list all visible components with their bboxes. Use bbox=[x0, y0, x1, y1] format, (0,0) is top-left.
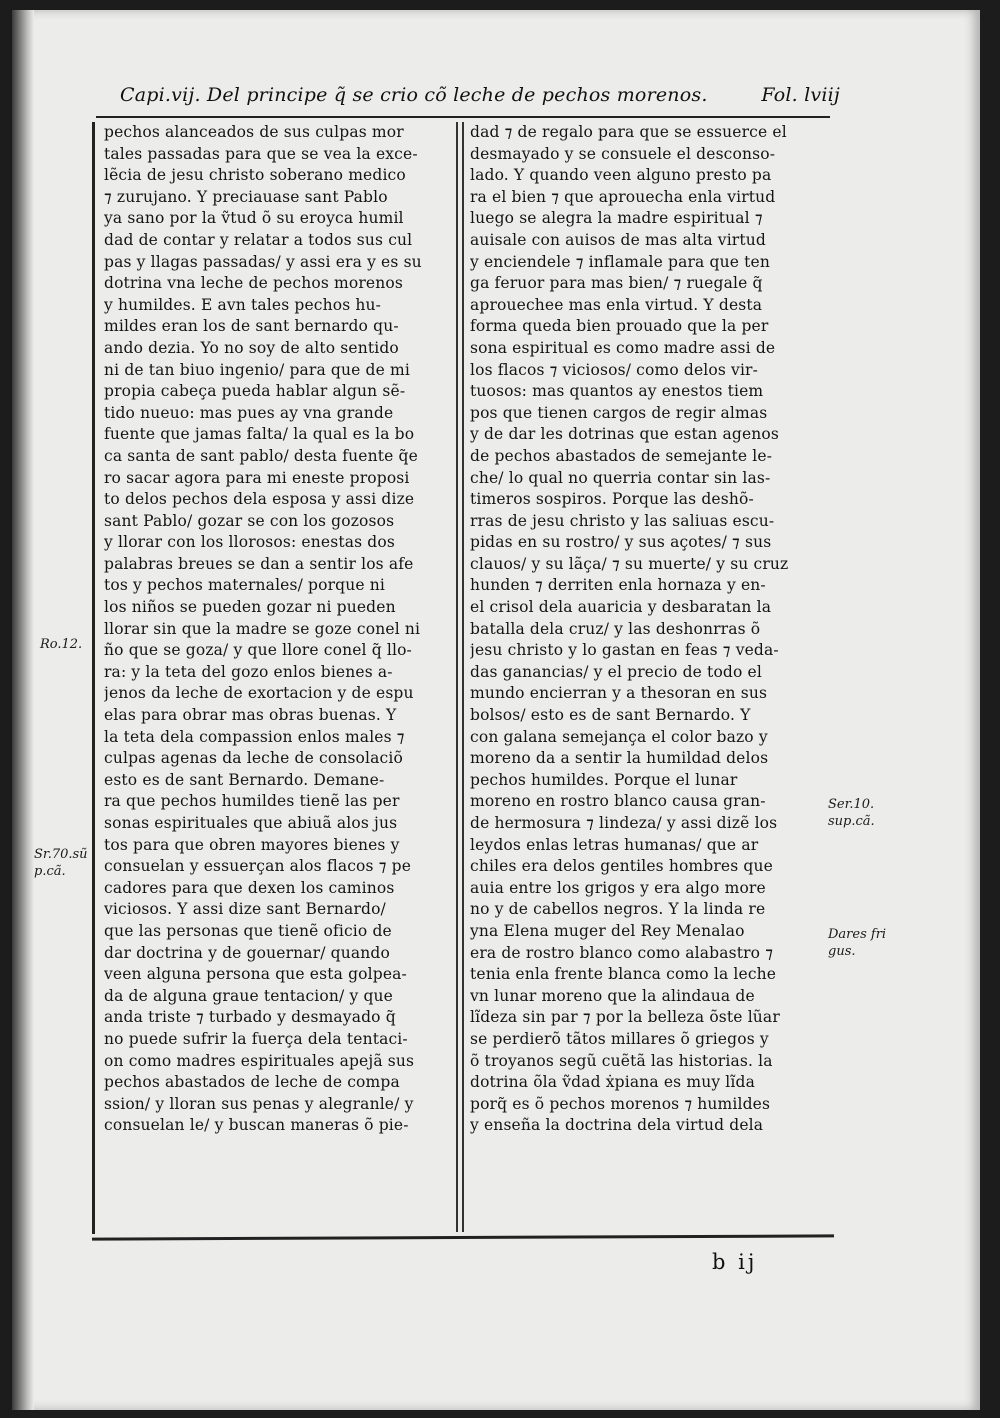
left-column-line: tales passadas para que se vea la exce- bbox=[104, 144, 418, 163]
margin-note-left-2b: p.cã. bbox=[34, 864, 66, 879]
gutter-rule-double bbox=[462, 122, 464, 1232]
top-rule bbox=[96, 116, 830, 118]
gutter-rule bbox=[456, 122, 458, 1232]
margin-note-right-1b: sup.cã. bbox=[828, 814, 875, 829]
chapter-title: Capi.vij. Del principe q̃ se crio cõ leche de pechos morenos. bbox=[120, 84, 708, 106]
right-column-line: forma queda bien prouado que la per bbox=[470, 317, 769, 336]
right-column-line: ra el bien ⁊ que aprouecha enla virtud bbox=[470, 187, 776, 206]
right-column-line: yna Elena muger del Rey Menalao bbox=[470, 921, 745, 940]
left-column-line: sant Pablo/ gozar se con los gozosos bbox=[104, 511, 395, 530]
left-column-line: ra que pechos humildes tienẽ las per bbox=[104, 792, 400, 811]
right-column-line: vn lunar moreno que la alindaua de bbox=[470, 986, 755, 1005]
right-column-line: hunden ⁊ derriten enla hornaza y en- bbox=[470, 576, 766, 595]
left-column-line: consuelan y essuerçan alos flacos ⁊ pe bbox=[104, 857, 412, 876]
right-column-line: pechos humildes. Porque el lunar bbox=[470, 770, 738, 789]
left-column-line: ssion/ y lloran sus penas y alegranle/ y bbox=[104, 1094, 414, 1113]
left-column-line: no puede sufrir la fuerça dela tentaci- bbox=[104, 1029, 408, 1048]
right-column-line: porq̃ es õ pechos morenos ⁊ humildes bbox=[470, 1094, 771, 1113]
right-column-line: clauos/ y su lãça/ ⁊ su muerte/ y su cruz bbox=[470, 554, 789, 573]
running-head bbox=[120, 84, 840, 114]
right-column-line: lado. Y quando veen alguno presto pa bbox=[470, 166, 772, 185]
left-column-line: que las personas que tienẽ oficio de bbox=[104, 921, 392, 940]
right-text-column bbox=[470, 122, 826, 1234]
margin-note-right-2a: Dares fri bbox=[828, 927, 887, 942]
left-column-line: dar doctrina y de gouernar/ quando bbox=[104, 943, 390, 962]
left-column-line: dotrina vna leche de pechos morenos bbox=[104, 274, 403, 293]
left-column-line: cadores para que dexen los caminos bbox=[104, 878, 395, 897]
right-column-line: luego se alegra la madre espiritual ⁊ bbox=[470, 209, 763, 228]
right-column-line: auisale con auisos de mas alta virtud bbox=[470, 230, 766, 249]
right-column-line: das ganancias/ y el precio de todo el bbox=[470, 662, 762, 681]
right-column-line: y enciendele ⁊ inflamale para que ten bbox=[470, 252, 770, 271]
margin-note-left-2a: Sr.70.sũ bbox=[34, 847, 88, 862]
right-column-line: dad ⁊ de regalo para que se essuerce el bbox=[470, 123, 787, 141]
left-column-line: sonas espirituales que abiuã alos jus bbox=[104, 814, 398, 832]
left-column-line: tido nueuo: mas pues ay vna grande bbox=[104, 403, 394, 422]
left-column-line: ro sacar agora para mi eneste proposi bbox=[104, 468, 410, 487]
left-column-line: ra: y la teta del gozo enlos bienes a- bbox=[104, 662, 393, 681]
left-column-line: tos para que obren mayores bienes y bbox=[104, 835, 400, 854]
right-column-line: lĩdeza sin par ⁊ por la belleza õste lũar bbox=[470, 1008, 780, 1027]
margin-note-right-2b: gus. bbox=[828, 944, 856, 959]
right-column-line: de hermosura ⁊ lindeza/ y assi dizẽ los bbox=[470, 814, 778, 832]
left-column-line: elas para obrar mas obras buenas. Y bbox=[104, 706, 397, 725]
right-column-line: aprouechee mas enla virtud. Y desta bbox=[470, 295, 763, 314]
right-column-line: moreno en rostro blanco causa gran- bbox=[470, 792, 766, 811]
right-column-line: pidas en su rostro/ y sus açotes/ ⁊ sus bbox=[470, 533, 772, 552]
right-column-line: ga feruor para mas bien/ ⁊ ruegale q̃ bbox=[470, 274, 763, 293]
left-column-line: propia cabeça pueda hablar algun sẽ- bbox=[104, 382, 406, 401]
left-text-column bbox=[104, 122, 444, 1234]
right-column-line: y enseña la doctrina dela virtud dela bbox=[470, 1116, 764, 1135]
left-column-line: on como madres espirituales apejã sus bbox=[104, 1051, 415, 1070]
right-column-line: de pechos abastados de semejante le- bbox=[470, 446, 773, 465]
left-column-line: ando dezia. Yo no soy de alto sentido bbox=[104, 338, 399, 357]
page-spine-shadow bbox=[12, 10, 34, 1410]
right-column-line: era de rostro blanco como alabastro ⁊ bbox=[470, 943, 774, 962]
left-column-line: esto es de sant Bernardo. Demane- bbox=[104, 770, 385, 789]
right-column-line: moreno da a sentir la humildad delos bbox=[470, 749, 769, 768]
right-column-line: se perdierõ tãtos millares õ griegos y bbox=[470, 1029, 769, 1048]
left-column-line: jenos da leche de exortacion y de espu bbox=[104, 684, 414, 703]
left-column-line: ca santa de sant pablo/ desta fuente q̃e bbox=[104, 446, 418, 465]
folio-number: Fol. lviij bbox=[761, 84, 840, 106]
margin-note-right-1a: Ser.10. bbox=[828, 797, 875, 812]
right-column-line: chiles era delos gentiles hombres que bbox=[470, 857, 773, 876]
left-column-line: ⁊ zurujano. Y preciauase sant Pablo bbox=[104, 187, 388, 206]
signature-mark: b ij bbox=[712, 1250, 758, 1274]
left-column-line: pas y llagas passadas/ y assi era y es su bbox=[104, 252, 422, 271]
left-column-line: ño que se goza/ y que llore conel q̃ llo- bbox=[104, 641, 412, 660]
left-column-line: veen alguna persona que esta golpea- bbox=[104, 965, 407, 984]
left-column-line: culpas agenas da leche de consolaciõ bbox=[104, 749, 403, 768]
right-column-line: pos que tienen cargos de regir almas bbox=[470, 403, 768, 422]
left-column-line: to delos pechos dela esposa y assi dize bbox=[104, 490, 415, 509]
left-frame-rule bbox=[92, 122, 95, 1234]
left-column-line: da de alguna graue tentacion/ y que bbox=[104, 986, 393, 1005]
right-column-line: desmayado y se consuele el desconso- bbox=[470, 144, 776, 163]
left-column-line: la teta dela compassion enlos males ⁊ bbox=[104, 727, 405, 746]
left-column-line: pechos alanceados de sus culpas mor bbox=[104, 123, 404, 141]
right-column-line: timeros sospiros. Porque las deshõ- bbox=[470, 490, 754, 509]
right-column-line: mundo encierran y a thesoran en sus bbox=[470, 684, 768, 703]
right-column-line: el crisol dela auaricia y desbaratan la bbox=[470, 598, 772, 617]
left-column-line: ya sano por la ṽtud õ su eroyca humil bbox=[104, 209, 404, 228]
left-column-line: viciosos. Y assi dize sant Bernardo/ bbox=[104, 900, 386, 919]
left-column-line: mildes eran los de sant bernardo qu- bbox=[104, 317, 399, 336]
right-column-line: no y de cabellos negros. Y la linda re bbox=[470, 900, 766, 919]
right-column-line: tenia enla frente blanca como la leche bbox=[470, 965, 777, 984]
right-column-line: auia entre los grigos y era algo more bbox=[470, 878, 766, 897]
right-column-line: leydos enlas letras humanas/ que ar bbox=[470, 835, 759, 854]
right-column-line: los flacos ⁊ viciosos/ como delos vir- bbox=[470, 360, 758, 379]
left-column-line: y llorar con los llorosos: enestas dos bbox=[104, 533, 395, 552]
left-column-line: fuente que jamas falta/ la qual es la bo bbox=[104, 425, 415, 444]
right-column-line: sona espiritual es como madre assi de bbox=[470, 338, 776, 357]
margin-note-left-1: Ro.12. bbox=[40, 637, 83, 652]
right-column-line: y de dar les dotrinas que estan agenos bbox=[470, 425, 779, 444]
left-column-line: ni de tan biuo ingenio/ para que de mi bbox=[104, 360, 410, 379]
right-column-line: che/ lo qual no querria contar sin las- bbox=[470, 468, 771, 487]
left-column-line: los niños se pueden gozar ni pueden bbox=[104, 598, 396, 617]
right-column-line: dotrina õla ṽdad ẋpiana es muy lĩda bbox=[470, 1073, 755, 1092]
right-column-line: tuosos: mas quantos ay enestos tiem bbox=[470, 382, 764, 401]
right-column-line: con galana semejança el color bazo y bbox=[470, 727, 768, 746]
left-column-line: consuelan le/ y buscan maneras õ pie- bbox=[104, 1116, 409, 1135]
left-column-line: tos y pechos maternales/ porque ni bbox=[104, 576, 386, 595]
left-column-line: lẽcia de jesu christo soberano medico bbox=[104, 166, 406, 185]
right-column-line: bolsos/ esto es de sant Bernardo. Y bbox=[470, 706, 751, 725]
left-column-line: palabras breues se dan a sentir los afe bbox=[104, 554, 414, 573]
left-column-line: dad de contar y relatar a todos sus cul bbox=[104, 230, 413, 249]
right-column-line: jesu christo y lo gastan en feas ⁊ veda- bbox=[470, 641, 779, 660]
left-column-line: anda triste ⁊ turbado y desmayado q̃ bbox=[104, 1008, 396, 1027]
right-column-line: rras de jesu christo y las saliuas escu- bbox=[470, 511, 775, 530]
left-column-line: pechos abastados de leche de compa bbox=[104, 1073, 400, 1092]
left-column-line: llorar sin que la madre se goze conel ni bbox=[104, 619, 421, 638]
left-column-line: y humildes. E avn tales pechos hu- bbox=[104, 295, 382, 314]
right-column-line: õ troyanos segũ cuẽtã las historias. la bbox=[470, 1051, 773, 1070]
right-column-line: batalla dela cruz/ y las deshonrras õ bbox=[470, 619, 761, 638]
